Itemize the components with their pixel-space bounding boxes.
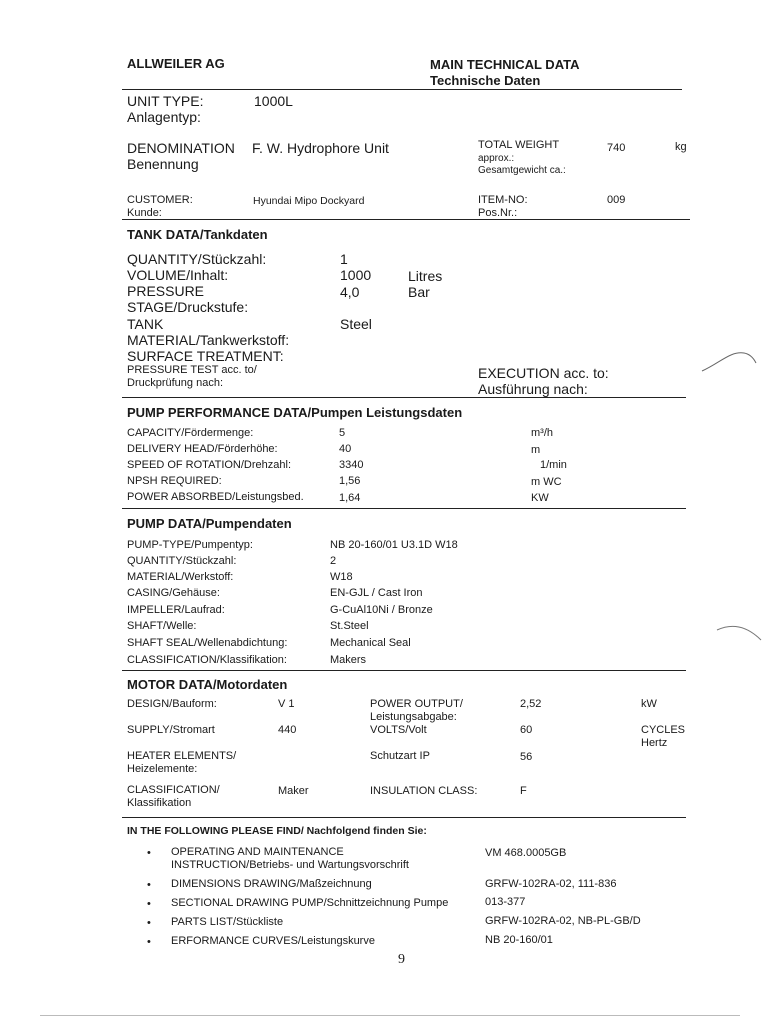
performance-value: 40 <box>339 443 352 455</box>
pump-label: SHAFT/Welle: <box>127 620 197 632</box>
item-value: 009 <box>607 194 626 206</box>
customer-value: Hyundai Mipo Dockyard <box>253 195 365 207</box>
document-title-de: Technische Daten <box>430 73 541 88</box>
denomination-label-de: Benennung <box>127 156 199 172</box>
customer-rule <box>122 219 690 220</box>
motor-volts-value: 60 <box>520 724 533 736</box>
motor-class-label2: Klassifikation <box>127 797 192 809</box>
performance-unit: KW <box>531 492 549 504</box>
motor-power-label: POWER OUTPUT/ <box>370 698 463 710</box>
weight-unit: kg <box>675 141 687 153</box>
performance-unit: 1/min <box>540 459 567 471</box>
document-label: ERFORMANCE CURVES/Leistungskurve <box>171 935 375 947</box>
motor-design-value: V 1 <box>278 698 295 710</box>
pump-rule <box>122 670 686 671</box>
tank-test-label2: Druckprüfung nach: <box>127 377 223 389</box>
tank-volume-unit: Litres <box>408 268 443 284</box>
tank-material-label: TANK <box>127 316 164 332</box>
document-label: OPERATING AND MAINTENANCE <box>171 846 344 858</box>
pump-label: IMPELLER/Laufrad: <box>127 604 225 616</box>
motor-power-label2: Leistungsabgabe: <box>370 711 457 723</box>
performance-unit: m WC <box>531 476 562 488</box>
motor-ip-value: 56 <box>520 751 533 763</box>
bullet-icon: • <box>147 936 151 948</box>
tank-pressure-value: 4,0 <box>340 284 360 300</box>
pump-label: CLASSIFICATION/Klassifikation: <box>127 654 287 666</box>
following-heading: IN THE FOLLOWING PLEASE FIND/ Nachfolgend finden Sie: <box>127 825 427 837</box>
tank-heading: TANK DATA/Tankdaten <box>127 227 268 242</box>
document-ref: 013-377 <box>485 896 526 908</box>
pump-label: MATERIAL/Werkstoff: <box>127 571 234 583</box>
pump-heading: PUMP DATA/Pumpendaten <box>127 516 292 531</box>
motor-heading: MOTOR DATA/Motordaten <box>127 677 288 692</box>
tank-surface-label: SURFACE TREATMENT: <box>127 348 284 364</box>
motor-cycles-label: CYCLES <box>641 724 686 736</box>
performance-heading: PUMP PERFORMANCE DATA/Pumpen Leistungsdaten <box>127 405 463 420</box>
performance-unit: m <box>531 444 541 456</box>
performance-value: 3340 <box>339 459 364 471</box>
document-label: SECTIONAL DRAWING PUMP/Schnittzeichnung Pumpe <box>171 897 449 909</box>
weight-label: TOTAL WEIGHT <box>478 139 560 151</box>
denomination-value: F. W. Hydrophore Unit <box>252 140 389 156</box>
motor-class-value: Maker <box>278 785 309 797</box>
tank-rule <box>122 397 686 398</box>
pump-value: G-CuAl10Ni / Bronze <box>330 604 433 616</box>
customer-label-de: Kunde: <box>127 207 162 219</box>
bullet-icon: • <box>147 879 151 891</box>
tank-pressure-unit: Bar <box>408 284 430 300</box>
item-label-de: Pos.Nr.: <box>478 207 518 219</box>
motor-ip-label: Schutzart IP <box>370 750 430 762</box>
document-ref: GRFW-102RA-02, NB-PL-GB/D <box>485 915 641 927</box>
unit-type-label: UNIT TYPE: <box>127 93 204 109</box>
pen-mark-icon <box>715 620 765 645</box>
tank-volume-label: VOLUME/Inhalt: <box>127 267 229 283</box>
motor-heater-label: HEATER ELEMENTS/ <box>127 750 237 762</box>
tank-material-value: Steel <box>340 316 372 332</box>
performance-value: 1,56 <box>339 475 361 487</box>
pump-value: Mechanical Seal <box>330 637 411 649</box>
performance-label: POWER ABSORBED/Leistungsbed. <box>127 491 304 503</box>
performance-label: NPSH REQUIRED: <box>127 475 222 487</box>
motor-heater-label2: Heizelemente: <box>127 763 198 775</box>
motor-design-label: DESIGN/Bauform: <box>127 698 217 710</box>
tank-quantity-label: QUANTITY/Stückzahl: <box>127 251 267 267</box>
pump-value: W18 <box>330 571 353 583</box>
motor-cycles-label2: Hertz <box>641 737 668 749</box>
tank-quantity-value: 1 <box>340 251 348 267</box>
document-ref: NB 20-160/01 <box>485 934 553 946</box>
pump-label: SHAFT SEAL/Wellenabdichtung: <box>127 637 288 649</box>
pump-value: St.Steel <box>330 620 369 632</box>
motor-supply-value: 440 <box>278 724 297 736</box>
motor-class-label: CLASSIFICATION/ <box>127 784 220 796</box>
motor-supply-label: SUPPLY/Stromart <box>127 724 215 736</box>
performance-rule <box>122 508 686 509</box>
weight-value: 740 <box>607 142 626 154</box>
pump-value: NB 20-160/01 U3.1D W18 <box>330 539 458 551</box>
motor-insulation-label: INSULATION CLASS: <box>370 785 478 797</box>
company-name: ALLWEILER AG <box>127 56 225 71</box>
tank-material-label2: MATERIAL/Tankwerkstoff: <box>127 332 290 348</box>
bullet-icon: • <box>147 917 151 929</box>
performance-unit: m³/h <box>531 427 553 439</box>
pump-value: 2 <box>330 555 337 567</box>
scan-edge-line <box>40 1015 740 1016</box>
unit-type-value: 1000L <box>254 93 293 109</box>
document-label-cont: INSTRUCTION/Betriebs- und Wartungsvorschrift <box>171 859 409 871</box>
customer-label: CUSTOMER: <box>127 194 193 206</box>
pump-label: PUMP-TYPE/Pumpentyp: <box>127 539 253 551</box>
performance-label: CAPACITY/Fördermenge: <box>127 427 254 439</box>
denomination-label: DENOMINATION <box>127 140 235 156</box>
document-title: MAIN TECHNICAL DATA <box>430 57 580 72</box>
tank-pressure-label: PRESSURE <box>127 283 205 299</box>
motor-volts-label: VOLTS/Volt <box>370 724 427 736</box>
tank-test-label: PRESSURE TEST acc. to/ <box>127 364 257 376</box>
weight-label-de: Gesamtgewicht ca.: <box>478 165 566 176</box>
unit-type-label-de: Anlagentyp: <box>127 109 201 125</box>
document-ref: VM 468.0005GB <box>485 847 567 859</box>
tank-execution-label2: Ausführung nach: <box>478 381 588 397</box>
tank-volume-value: 1000 <box>340 267 372 283</box>
bullet-icon: • <box>147 847 151 859</box>
pen-mark-icon <box>700 345 760 375</box>
weight-label-approx: approx.: <box>478 153 515 164</box>
motor-insulation-value: F <box>520 785 527 797</box>
performance-value: 5 <box>339 427 346 439</box>
page-number: 9 <box>398 952 405 967</box>
pump-value: EN-GJL / Cast Iron <box>330 587 423 599</box>
document-ref: GRFW-102RA-02, 111-836 <box>485 878 617 890</box>
pump-label: CASING/Gehäuse: <box>127 587 220 599</box>
document-label: DIMENSIONS DRAWING/Maßzeichnung <box>171 878 372 890</box>
performance-label: SPEED OF ROTATION/Drehzahl: <box>127 459 292 471</box>
pump-label: QUANTITY/Stückzahl: <box>127 555 237 567</box>
motor-power-value: 2,52 <box>520 698 542 710</box>
motor-rule <box>122 817 686 818</box>
performance-value: 1,64 <box>339 492 361 504</box>
performance-label: DELIVERY HEAD/Förderhöhe: <box>127 443 278 455</box>
tank-pressure-label2: STAGE/Druckstufe: <box>127 299 249 315</box>
motor-power-unit: kW <box>641 698 657 710</box>
header-rule <box>122 89 682 90</box>
document-label: PARTS LIST/Stückliste <box>171 916 284 928</box>
item-label: ITEM-NO: <box>478 194 528 206</box>
tank-execution-label: EXECUTION acc. to: <box>478 365 609 381</box>
bullet-icon: • <box>147 898 151 910</box>
pump-value: Makers <box>330 654 367 666</box>
